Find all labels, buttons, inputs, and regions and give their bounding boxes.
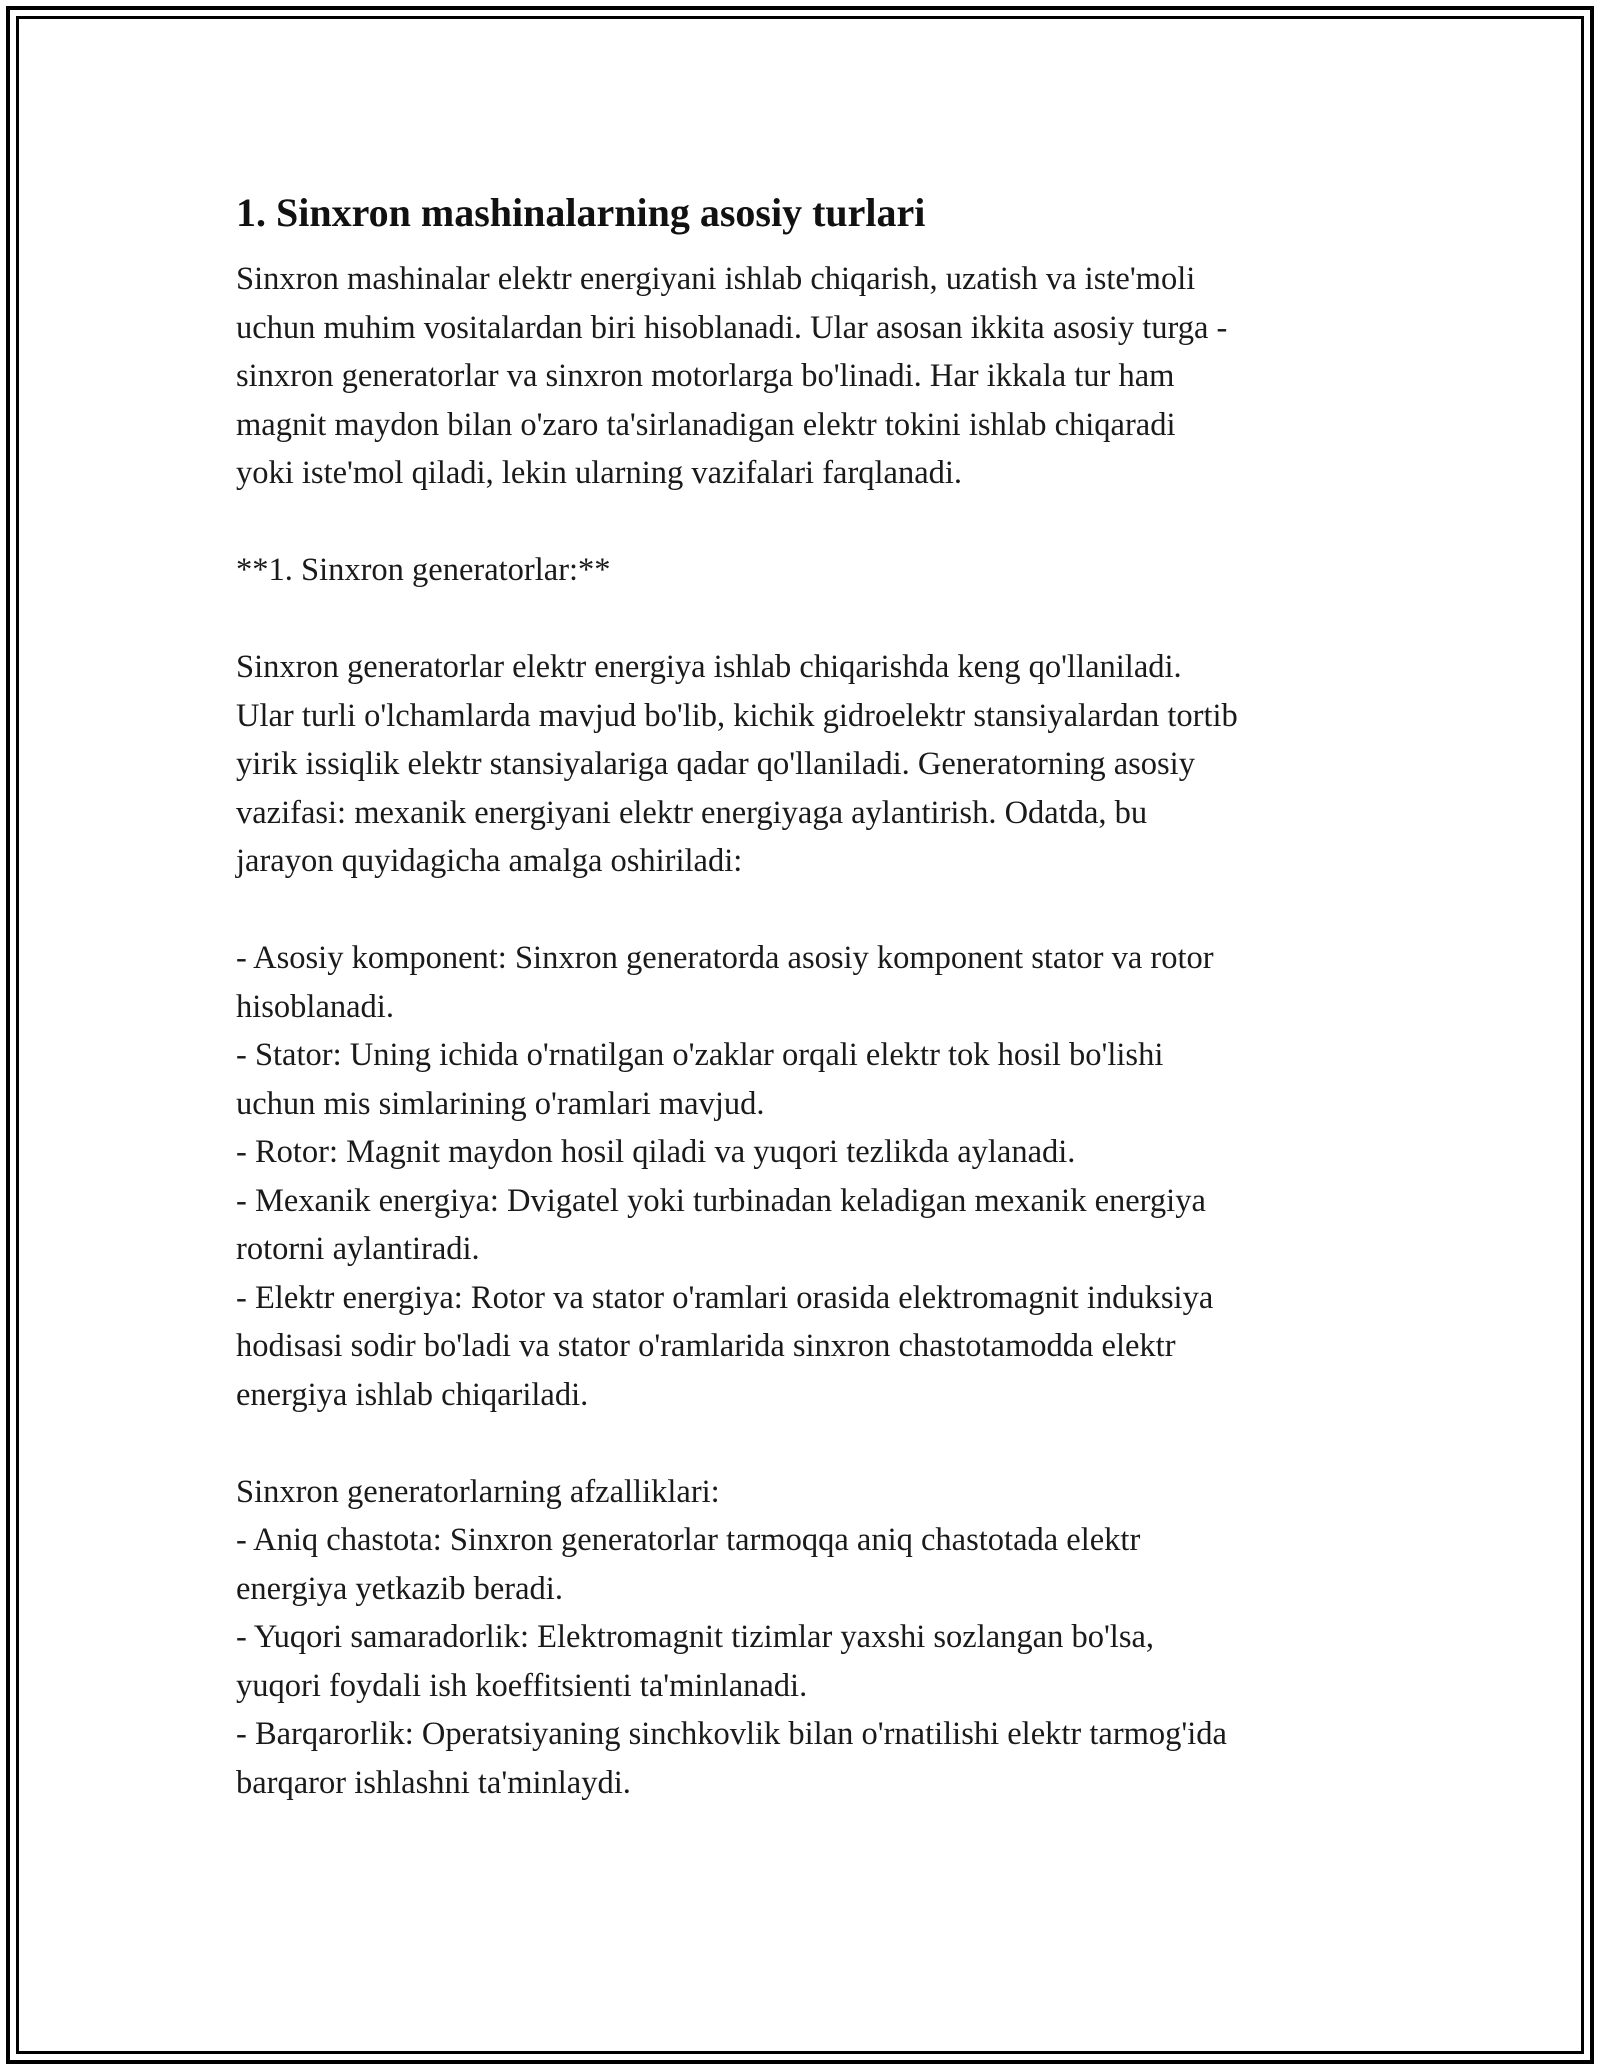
blank-line bbox=[236, 886, 1396, 935]
list-item-line: - Asosiy komponent: Sinxron generatorda asosiy komponent stator va rotor bbox=[236, 940, 1214, 976]
advantages-list bbox=[236, 1468, 1396, 1808]
list-item-line: - Mexanik energiya: Dvigatel yoki turbinadan keladigan mexanik energiya bbox=[236, 1182, 1206, 1219]
blank-line bbox=[236, 498, 1396, 547]
list-item-line: yuqori foydali ish koeffitsienti ta'minlanadi. bbox=[236, 1667, 808, 1704]
section-heading: 1. Sinxron mashinalarning asosiy turlari bbox=[236, 190, 926, 235]
list-item-line: - Yuqori samaradorlik: Elektromagnit tizimlar yaxshi sozlangan bo'lsa, bbox=[236, 1619, 1155, 1655]
paragraph-line: sinxron generatorlar va sinxron motorlarga bo'linadi. Har ikkala tur ham bbox=[236, 358, 1175, 394]
generators-paragraph bbox=[236, 643, 1396, 934]
blank-line bbox=[236, 595, 1396, 644]
paragraph-line: Ular turli o'lchamlarda mavjud bo'lib, kichik gidroelektr stansiyalardan tortib bbox=[236, 697, 1238, 734]
document-body bbox=[236, 185, 1396, 1807]
list-heading-line: Sinxron generatorlarning afzalliklari: bbox=[236, 1473, 720, 1510]
paragraph-line: Sinxron mashinalar elektr energiyani ishlab chiqarish, uzatish va iste'moli bbox=[236, 261, 1196, 297]
list-item-line: - Rotor: Magnit maydon hosil qiladi va yuqori tezlikda aylanadi. bbox=[236, 1134, 1076, 1170]
list-item-line: hodisasi sodir bo'ladi va stator o'ramlarida sinxron chastotamodda elektr bbox=[236, 1328, 1176, 1364]
list-item-line: - Elektr energiya: Rotor va stator o'ramlari orasida elektromagnit induksiya bbox=[236, 1279, 1214, 1316]
list-item-line: - Barqarorlik: Operatsiyaning sinchkovlik bilan o'rnatilishi elektr tarmog'ida bbox=[236, 1716, 1227, 1752]
subheading: **1. Sinxron generatorlar:** bbox=[236, 552, 611, 588]
paragraph-line: yoki iste'mol qiladi, lekin ularning vazifalari farqlanadi. bbox=[236, 455, 963, 491]
paragraph-line: yirik issiqlik elektr stansiyalariga qadar qo'llaniladi. Generatorning asosiy bbox=[236, 746, 1195, 782]
paragraph-line: uchun muhim vositalardan biri hisoblanadi. Ular asosan ikkita asosiy turga - bbox=[236, 309, 1228, 346]
list-item-line: energiya ishlab chiqariladi. bbox=[236, 1376, 589, 1413]
paragraph-line: vazifasi: mexanik energiyani elektr energiyaga aylantirish. Odatda, bu bbox=[236, 794, 1148, 831]
list-item-line: - Aniq chastota: Sinxron generatorlar tarmoqqa aniq chastotada elektr bbox=[236, 1522, 1141, 1558]
list-item-line: energiya yetkazib beradi. bbox=[236, 1570, 563, 1607]
components-list bbox=[236, 934, 1396, 1468]
paragraph-line: magnit maydon bilan o'zaro ta'sirlanadigan elektr tokini ishlab chiqaradi bbox=[236, 406, 1176, 443]
paragraph-line: Sinxron generatorlar elektr energiya ishlab chiqarishda keng qo'llaniladi. bbox=[236, 649, 1182, 685]
list-item-line: uchun mis simlarining o'ramlari mavjud. bbox=[236, 1085, 765, 1122]
list-item-line: rotorni aylantiradi. bbox=[236, 1231, 480, 1267]
list-item-line: barqaror ishlashni ta'minlaydi. bbox=[236, 1764, 631, 1801]
list-item-line: hisoblanadi. bbox=[236, 988, 394, 1025]
paragraph-line: jarayon quyidagicha amalga oshiriladi: bbox=[236, 843, 743, 879]
list-item-line: - Stator: Uning ichida o'rnatilgan o'zaklar orqali elektr tok hosil bo'lishi bbox=[236, 1037, 1164, 1073]
blank-line bbox=[236, 1419, 1396, 1468]
intro-paragraph bbox=[236, 255, 1396, 643]
